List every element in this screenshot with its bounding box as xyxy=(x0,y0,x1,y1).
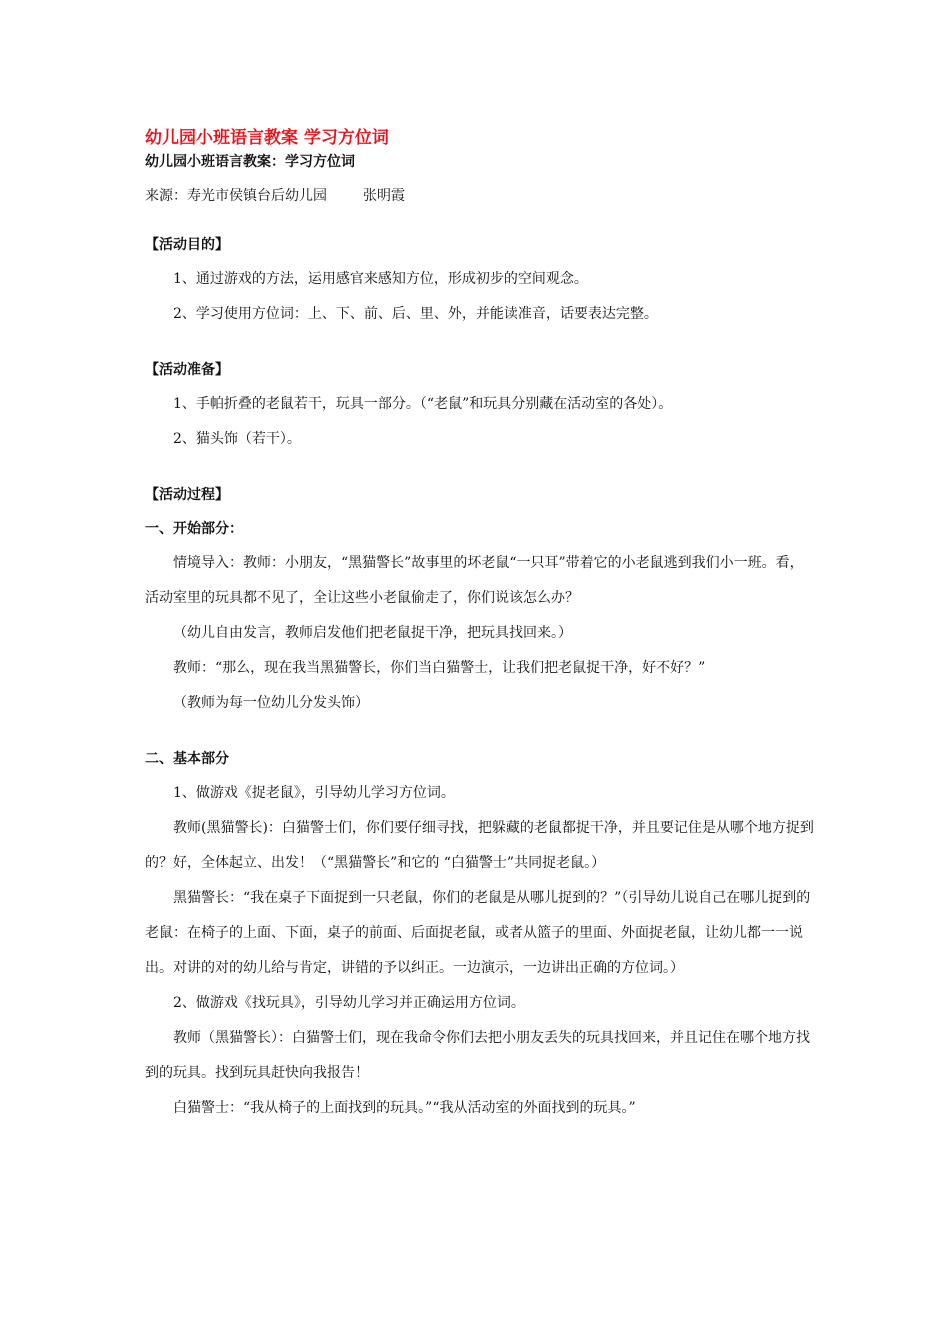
part2-paragraph: 1、做游戏《捉老鼠》，引导幼儿学习方位词。 xyxy=(173,785,455,801)
goal-item: 2、学习使用方位词：上、下、前、后、里、外，并能读准音，话要表达完整。 xyxy=(173,306,658,322)
part1-paragraph: （幼儿自由发言，教师启发他们把老鼠捉干净，把玩具找回来。） xyxy=(173,625,572,641)
section-heading-goal: 【活动目的】 xyxy=(145,237,229,253)
goal-item: 1、通过游戏的方法，运用感官来感知方位，形成初步的空间观念。 xyxy=(173,271,588,287)
document-page xyxy=(145,125,815,1126)
prep-item: 2、猫头饰（若干）。 xyxy=(173,431,301,447)
document-subtitle: 幼儿园小班语言教案：学习方位词 xyxy=(145,154,355,170)
source-line xyxy=(145,185,815,207)
part1-paragraph: （教师为每一位幼儿分发头饰） xyxy=(173,695,369,711)
part2-paragraph: 白猫警士：“我从椅子的上面找到的玩具。”“我从活动室的外面找到的玩具。” xyxy=(173,1100,636,1116)
part1-paragraph: 情境导入：教师：小朋友，“黑猫警长”故事里的坏老鼠“一只耳”带着它的小老鼠逃到我们小一班。看，活动室里的玩具都不见了，全让这些小老鼠偷走了，你们说该怎么办？ xyxy=(145,555,804,606)
document-title: 幼儿园小班语言教案 学习方位词 xyxy=(145,128,389,148)
part2-paragraph: 教师（黑猫警长）：白猫警士们，现在我命令你们去把小朋友丢失的玩具找回来，并且记住在哪个地方找到的玩具。找到玩具赶快向我报告！ xyxy=(145,1030,810,1081)
section-heading-prep: 【活动准备】 xyxy=(145,362,229,378)
part2-paragraph: 黑猫警长：“我在桌子下面捉到一只老鼠，你们的老鼠是从哪儿捉到的？”（引导幼儿说自己在哪儿捉到的老鼠：在椅子的上面、下面，桌子的前面、后面捉老鼠，或者从篮子的里面、外面捉老鼠，让幼儿都一一说出。对讲的对的幼儿给与肯定，讲错的予以纠正。一边演示，一边讲出正确的方位词。） xyxy=(145,890,811,976)
part1-paragraph: 教师：“那么，现在我当黑猫警长，你们当白猫警士，让我们把老鼠捉干净，好不好？” xyxy=(173,660,706,676)
part2-paragraph: 教师(黑猫警长)：白猫警士们，你们要仔细寻找，把躲藏的老鼠都捉干净，并且要记住是从哪个地方捉到的？好，全体起立、出发！（“黑猫警长”和它的 “白猫警士”共同捉老鼠。） xyxy=(145,820,814,871)
part2-heading: 二、基本部分 xyxy=(145,751,229,767)
part2-paragraph: 2、做游戏《找玩具》，引导幼儿学习并正确运用方位词。 xyxy=(173,995,525,1011)
author-name: 张明霞 xyxy=(363,188,405,204)
prep-item: 1、手帕折叠的老鼠若干，玩具一部分。（“老鼠”和玩具分别藏在活动室的各处）。 xyxy=(173,396,673,412)
source-text: 来源：寿光市侯镇台后幼儿园 xyxy=(145,188,327,204)
part1-heading: 一、开始部分： xyxy=(145,521,243,537)
section-heading-process: 【活动过程】 xyxy=(145,487,229,503)
